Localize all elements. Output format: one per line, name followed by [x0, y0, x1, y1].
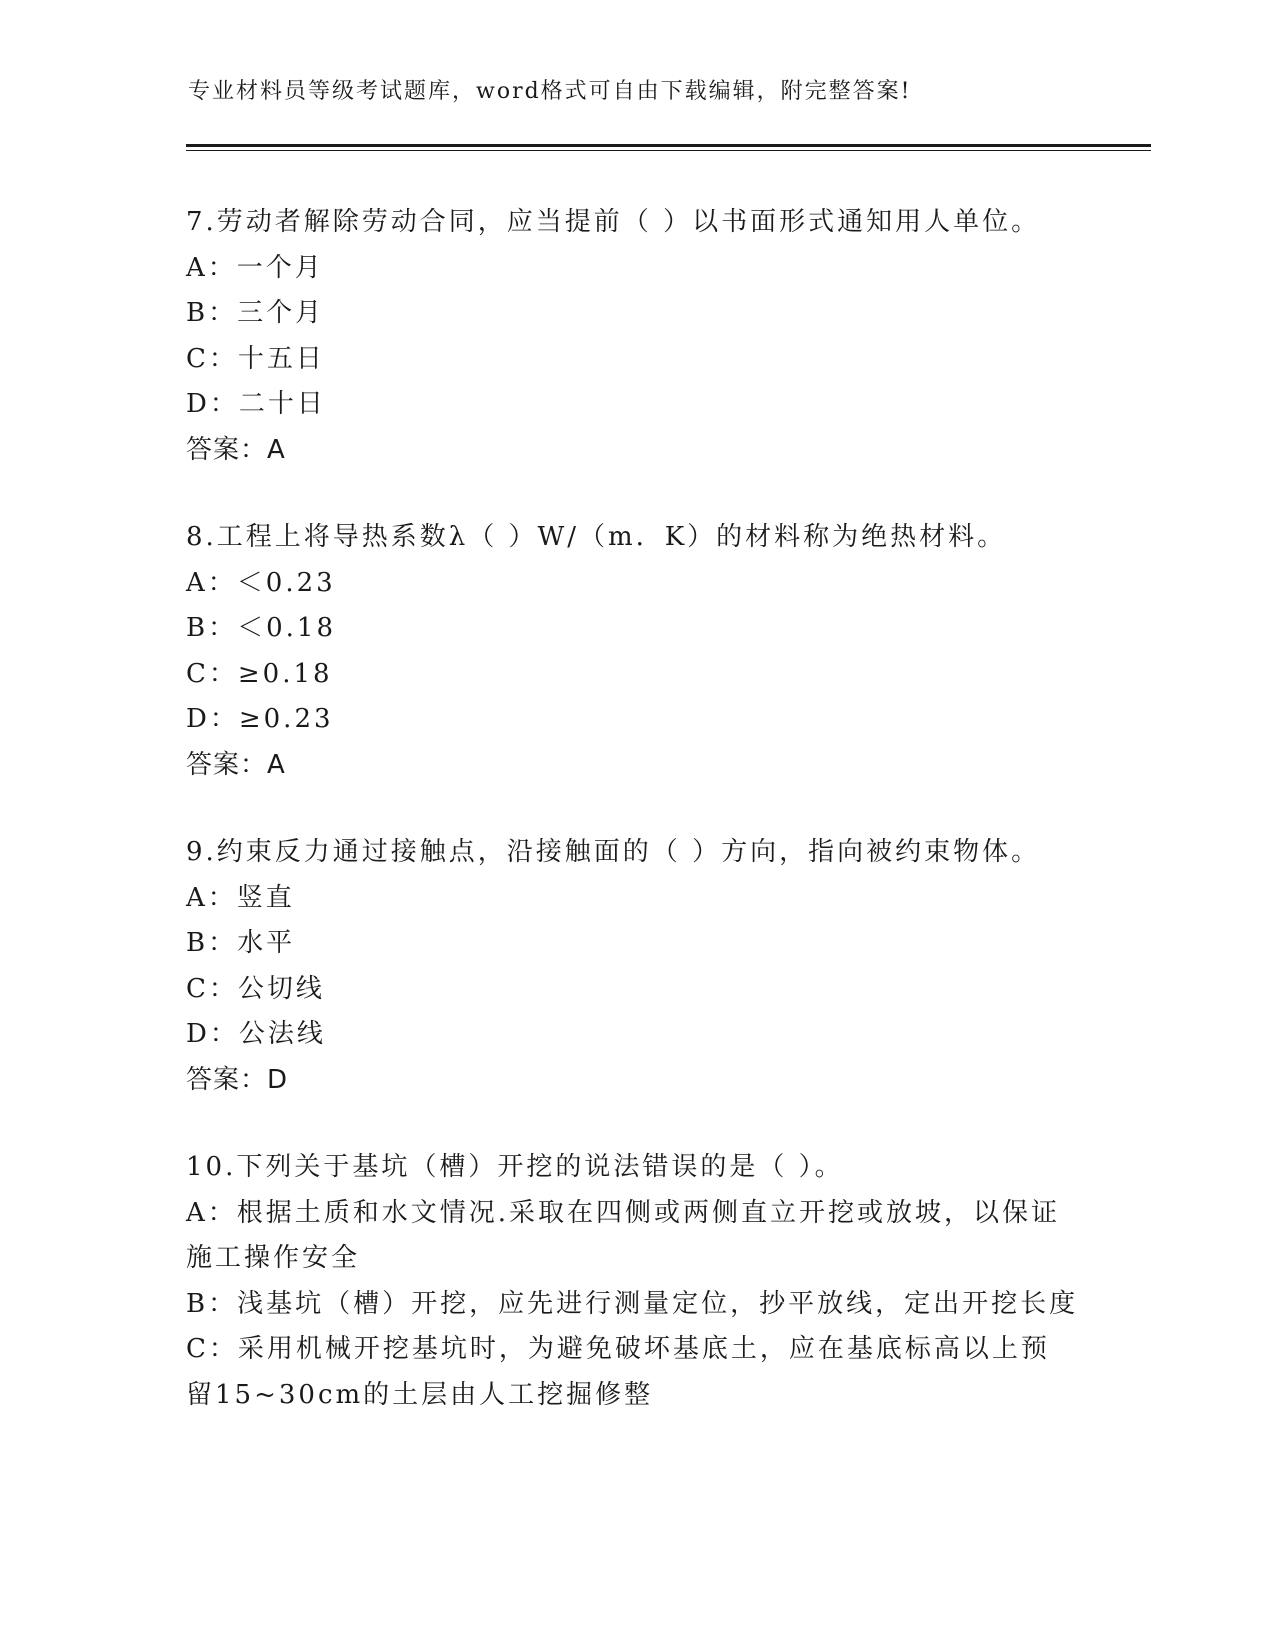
option-c: C：十五日	[186, 343, 325, 374]
question-10	[186, 1145, 1086, 1418]
answer-line: 答案：D	[186, 1064, 289, 1095]
option-d: D：公法线	[186, 1019, 326, 1049]
question-list	[186, 200, 1086, 1460]
question-stem: 8.工程上将导热系数λ（ ）W/（m．K）的材料称为绝热材料。	[186, 522, 1007, 552]
question-stem: 7.劳动者解除劳动合同，应当提前（ ）以书面形式通知用人单位。	[186, 207, 1041, 237]
header-rule-thick	[186, 144, 1151, 147]
option-b: B：浅基坑（槽）开挖，应先进行测量定位，抄平放线，定出开挖长度	[186, 1288, 1079, 1319]
question-stem: 9.约束反力通过接触点，沿接触面的（ ）方向，指向被约束物体。	[186, 837, 1041, 867]
option-b: B：水平	[186, 928, 296, 958]
option-a: A：竖直	[186, 882, 295, 913]
option-d: D：二十日	[186, 389, 326, 419]
option-c: C：采用机械开挖基坑时，为避免破坏基底土，应在基底标高以上预留15~30cm的土层由人工挖掘修整	[186, 1334, 1050, 1410]
option-b: B：＜0.18	[186, 613, 336, 643]
option-a: A：一个月	[186, 252, 324, 283]
question-8	[186, 515, 1086, 788]
option-b: B：三个月	[186, 298, 325, 328]
option-c: C：≥0.18	[186, 658, 333, 689]
question-7	[186, 200, 1086, 473]
option-d: D：≥0.23	[186, 704, 334, 734]
header-rule-thin	[186, 150, 1151, 151]
option-a: A：根据土质和水文情况.采取在四侧或两侧直立开挖或放坡，以保证施工操作安全	[186, 1197, 1061, 1273]
page-header: 专业材料员等级考试题库，word格式可自由下载编辑，附完整答案!	[188, 79, 912, 104]
question-9	[186, 830, 1086, 1103]
option-c: C：公切线	[186, 973, 325, 1004]
option-a: A：＜0.23	[186, 567, 336, 598]
question-stem: 10.下列关于基坑（槽）开挖的说法错误的是（ ）。	[186, 1152, 844, 1182]
answer-line: 答案：A	[186, 749, 286, 780]
answer-line: 答案：A	[186, 434, 286, 465]
